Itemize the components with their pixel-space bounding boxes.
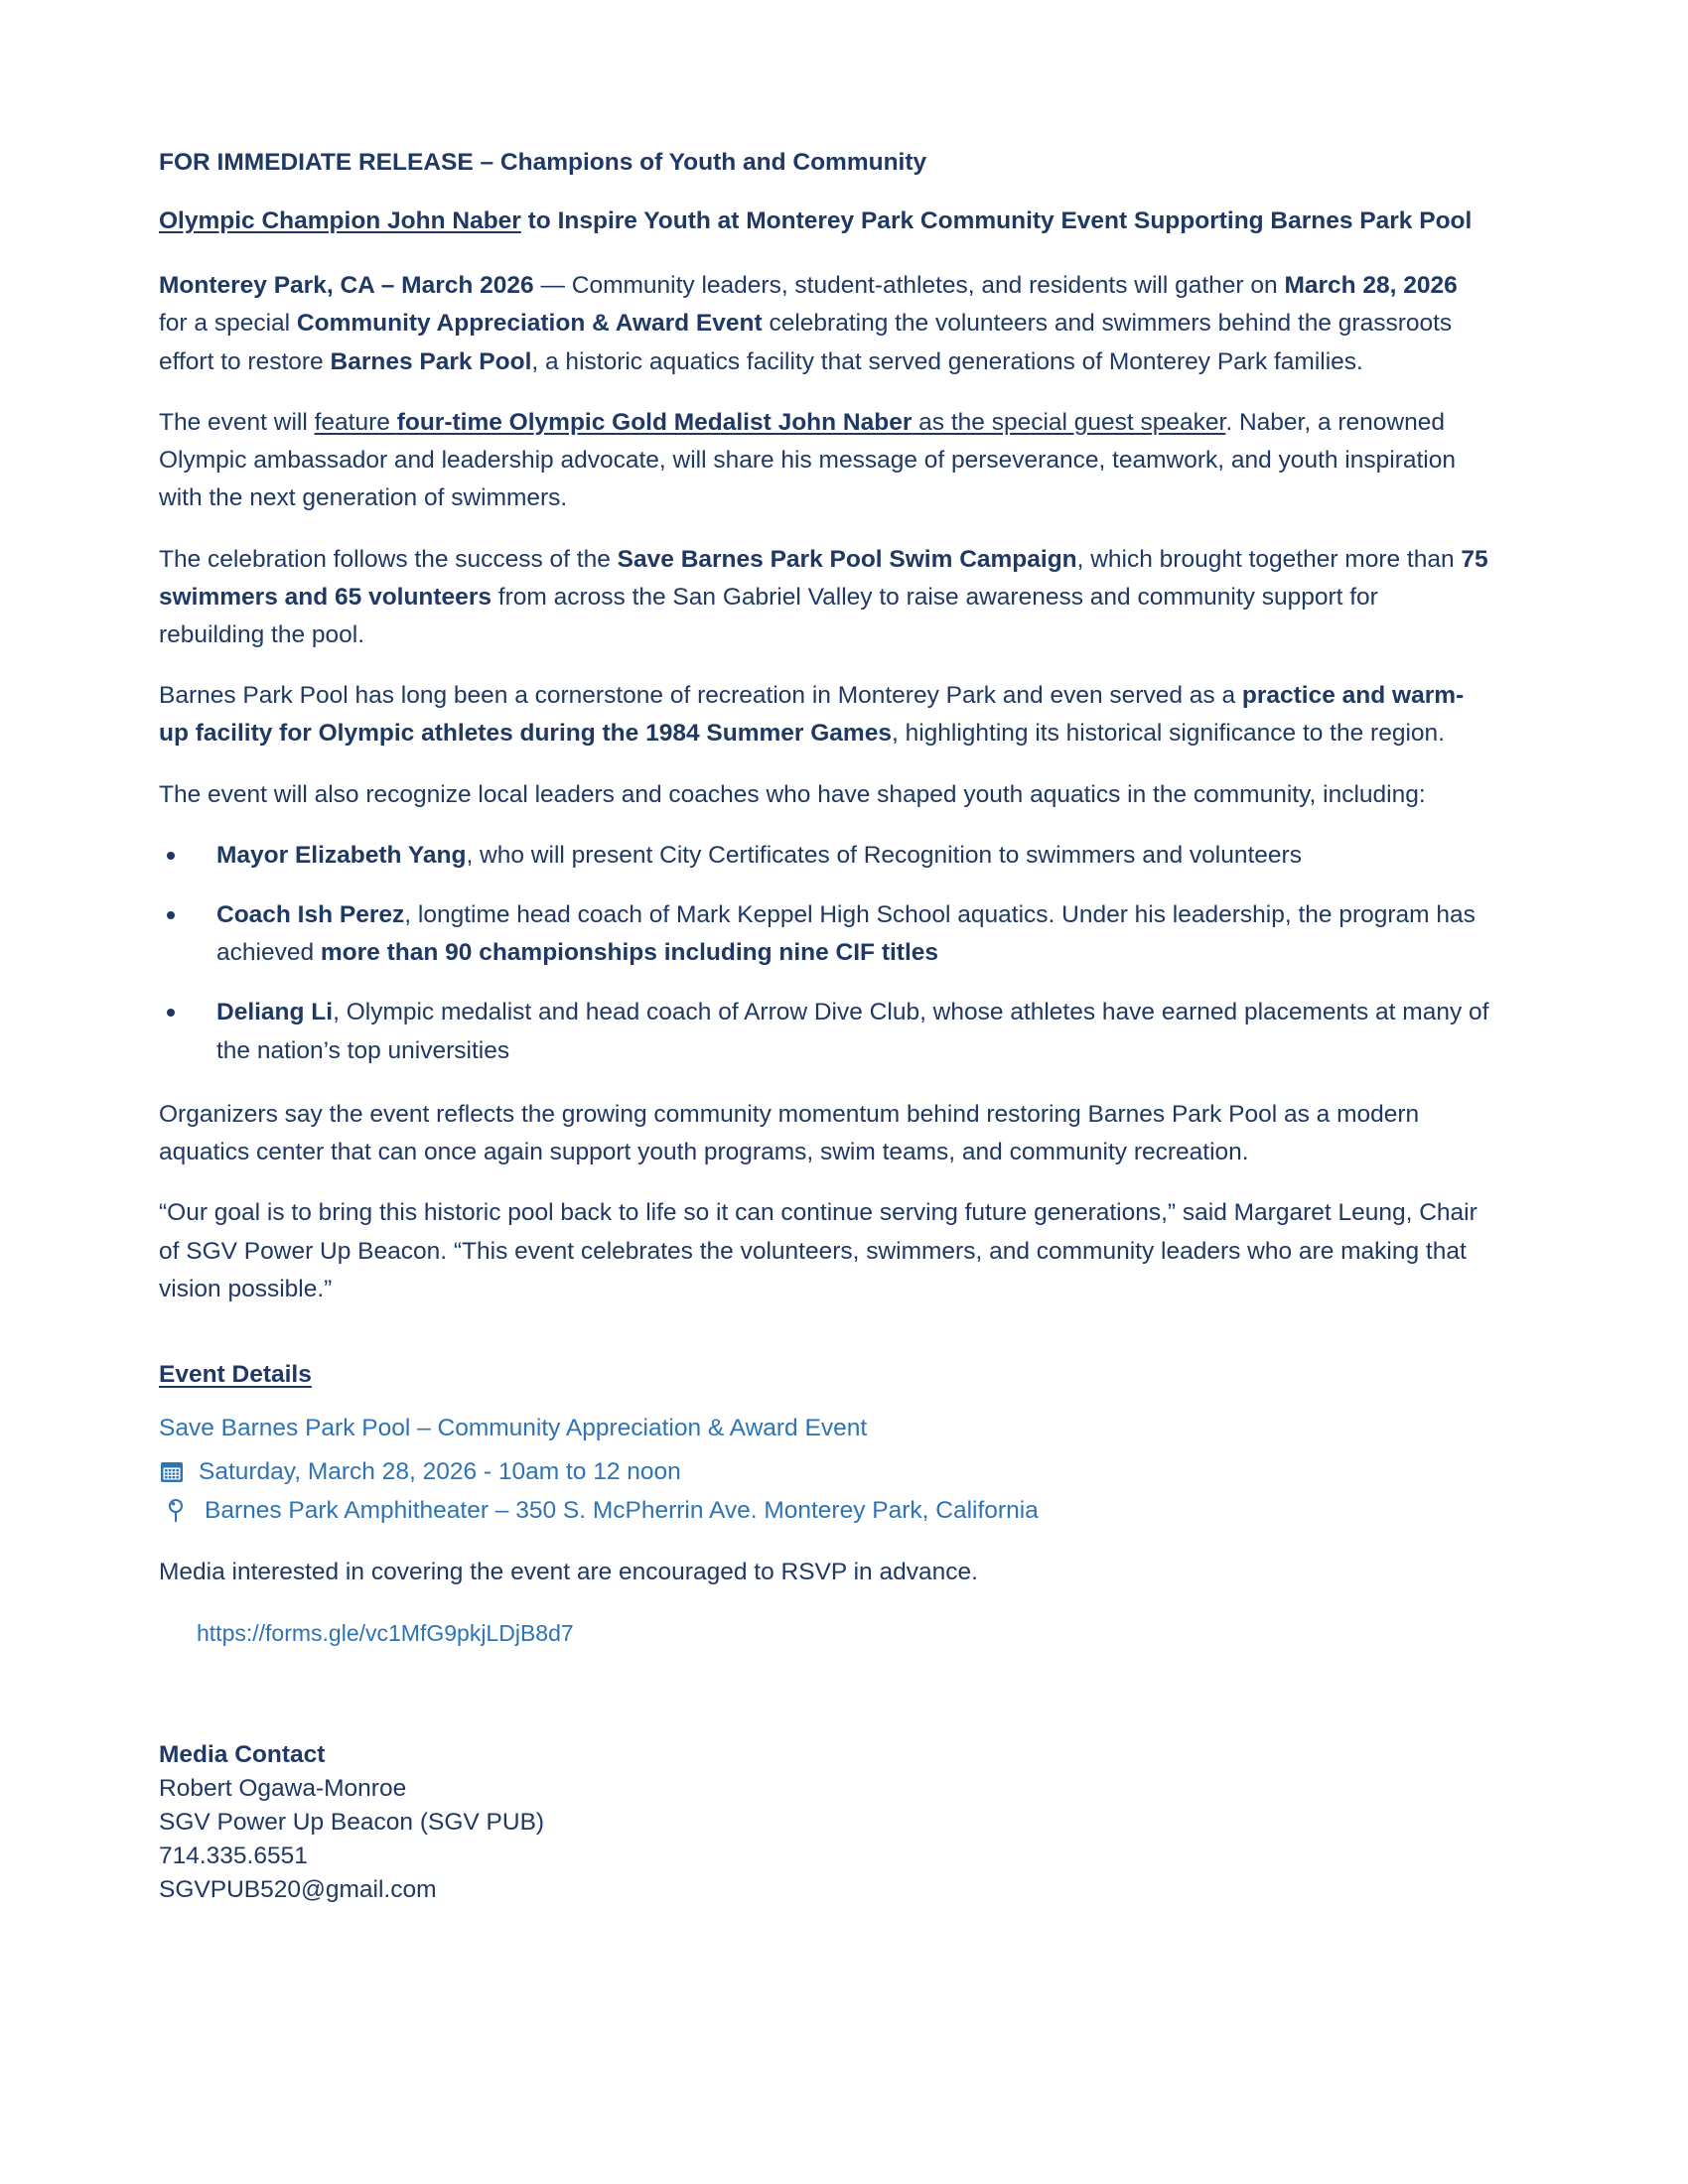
bullet-1-name: Mayor Elizabeth Yang [216, 841, 467, 869]
media-contact-block [159, 1738, 1489, 1906]
document-content [159, 147, 1489, 1906]
media-contact-email: SGVPUB520@gmail.com [159, 1875, 437, 1903]
list-item [159, 896, 1489, 972]
p1-text-2: for a special [159, 310, 297, 338]
paragraph-history [159, 677, 1489, 752]
bullet-2-name: Coach Ish Perez [216, 901, 405, 929]
p3-text-2: , which brought together more than [1076, 545, 1462, 573]
media-contact-title: Media Contact [159, 1741, 326, 1769]
p3-text-3: from across the San Gabriel Valley to raise awareness and community support for rebuilding the pool. [159, 583, 1378, 648]
rsvp-note: Media interested in covering the event are encouraged to RSVP in advance. [159, 1558, 978, 1585]
paragraph-campaign [159, 541, 1489, 655]
p1-bold-event: Community Appreciation & Award Event [296, 310, 763, 338]
p2-text-1: The event will [159, 408, 315, 436]
p1-bold-pool: Barnes Park Pool [330, 347, 532, 375]
bullet-dot-icon [167, 911, 175, 919]
media-contact-organization: SGV Power Up Beacon (SGV PUB) [159, 1808, 545, 1836]
p3-bold-counts: 75 swimmers and 65 volunteers [159, 545, 1488, 611]
bullet-2-bold-achievement: more than 90 championships including nine CIF titles [320, 939, 938, 967]
dateline-lead: Monterey Park, CA – March 2026 [159, 272, 534, 300]
media-contact-name: Robert Ogawa-Monroe [159, 1775, 407, 1803]
map-pin-icon [159, 1496, 199, 1526]
event-name: Save Barnes Park Pool – Community Appreciation & Award Event [159, 1415, 868, 1442]
headline [159, 205, 1489, 237]
bullet-1-text: , who will present City Certificates of Recognition to swimmers and volunteers [466, 841, 1302, 869]
p3-bold-campaign: Save Barnes Park Pool Swim Campaign [617, 545, 1077, 573]
rsvp-link[interactable]: https://forms.gle/vc1MfG9pkjLDjB8d7 [197, 1620, 574, 1647]
calendar-icon [159, 1456, 193, 1486]
p1-text-1: — Community leaders, student-athletes, and residents will gather on [533, 272, 1285, 300]
bullet-3-name: Deliang Li [216, 999, 334, 1026]
bullet-item-3 [216, 994, 1489, 1069]
p1-text-3: celebrating the volunteers and swimmers behind the grassroots effort to restore [159, 310, 1453, 375]
release-header: FOR IMMEDIATE RELEASE – Champions of Youth and Community [159, 149, 927, 176]
paragraph-dateline [159, 267, 1489, 381]
p2-underline-plain-2: as the special guest speaker [912, 408, 1226, 436]
bullet-dot-icon [167, 852, 175, 860]
list-item [159, 994, 1489, 1069]
p2-underline-plain-1: feature [314, 408, 397, 436]
paragraph-quote: “Our goal is to bring this historic pool back to life so it can continue serving future generations,” said Margaret Leung, Chair of SGV Power Up Beacon. “This event celebrates the volunteers, swimmers, and community leaders who are making that vision possible.” [159, 1199, 1477, 1302]
p2-text-2: . Naber, a renowned Olympic ambassador and leadership advocate, will share his message of perseverance, teamwork, and youth inspiration with the next generation of swimmers. [159, 408, 1456, 512]
media-contact-phone: 714.335.6551 [159, 1842, 308, 1869]
event-date-row [159, 1454, 1489, 1490]
paragraph-guest-speaker [159, 404, 1489, 518]
paragraph-momentum: Organizers say the event reflects the growing community momentum behind restoring Barnes Park Pool as a modern aquatics center that can once again support youth programs, swim teams, and community recreation. [159, 1100, 1420, 1166]
p4-bold-1984: practice and warm-up facility for Olympic athletes during the 1984 Summer Games [159, 682, 1465, 748]
bullet-item-2 [216, 896, 1489, 972]
p1-bold-date: March 28, 2026 [1284, 272, 1458, 300]
list-item [159, 837, 1489, 875]
event-details-block [159, 1411, 1489, 1529]
headline-rest: to Inspire Youth at Monterey Park Community Event Supporting Barnes Park Pool [520, 207, 1473, 235]
bullet-dot-icon [167, 1009, 175, 1017]
p1-text-4: , a historic aquatics facility that served generations of Monterey Park families. [531, 347, 1363, 375]
honoree-list [159, 837, 1489, 1070]
bullet-2-text: , longtime head coach of Mark Keppel High School aquatics. Under his leadership, the program has achieved [216, 901, 1476, 967]
bullet-item-1 [216, 837, 1489, 875]
event-details-heading: Event Details [159, 1361, 312, 1389]
bullet-3-text: , Olympic medalist and head coach of Arrow Dive Club, whose athletes have earned placements at many of the nation’s top universities [216, 999, 1489, 1064]
paragraph-recognize-intro: The event will also recognize local leaders and coaches who have shaped youth aquatics in the community, including: [159, 780, 1426, 808]
event-location-row [159, 1493, 1489, 1529]
p3-text-1: The celebration follows the success of the [159, 545, 618, 573]
event-date-text: Saturday, March 28, 2026 - 10am to 12 noon [199, 1457, 681, 1485]
p2-underline-bold: four-time Olympic Gold Medalist John Naber [396, 408, 913, 436]
event-location-text: Barnes Park Amphitheater – 350 S. McPherrin Ave. Monterey Park, California [205, 1497, 1039, 1525]
headline-underlined-part: Olympic Champion John Naber [159, 207, 521, 235]
p4-text-1: Barnes Park Pool has long been a cornerstone of recreation in Monterey Park and even served as a [159, 682, 1242, 710]
p4-text-2: , highlighting its historical significance to the region. [891, 720, 1445, 748]
